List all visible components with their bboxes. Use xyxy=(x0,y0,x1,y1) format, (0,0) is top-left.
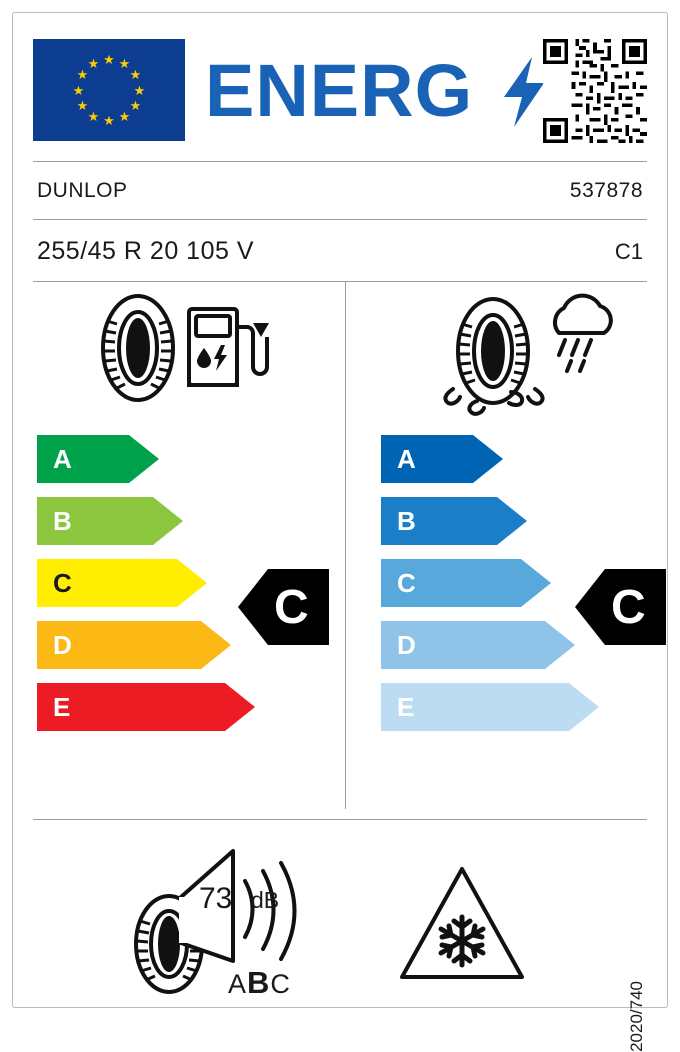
tyre-class: C1 xyxy=(614,239,643,264)
fuel-class-d xyxy=(37,621,231,669)
tyre-energy-label xyxy=(12,12,668,1052)
class-arrow-tip xyxy=(153,497,183,545)
class-arrow-tip xyxy=(129,435,159,483)
wet-class-label: E xyxy=(381,683,569,731)
divider-bottom xyxy=(33,819,647,820)
wet-class-c xyxy=(381,559,551,607)
rating-arrow-tip xyxy=(575,569,605,645)
fuel-class-label: C xyxy=(37,559,177,607)
fuel-drop-icon xyxy=(197,345,227,371)
class-arrow-tip xyxy=(225,683,255,731)
wet-class-a xyxy=(381,435,503,483)
class-arrow-tip xyxy=(569,683,599,731)
class-arrow-tip xyxy=(497,497,527,545)
wet-class-label: A xyxy=(381,435,473,483)
divider-size xyxy=(33,281,647,282)
divider-vertical xyxy=(345,281,346,809)
fuel-class-label: D xyxy=(37,621,201,669)
wet-class-label: C xyxy=(381,559,521,607)
fuel-efficiency-rating xyxy=(238,569,329,645)
noise-class-b: B xyxy=(247,965,271,1000)
class-arrow-tip xyxy=(201,621,231,669)
fuel-rating-value: C xyxy=(268,569,329,645)
tyre-icon xyxy=(103,296,173,400)
wet-grip-pictogram xyxy=(431,293,621,418)
wet-rating-value: C xyxy=(605,569,666,645)
noise-class-scale xyxy=(228,965,291,1001)
wet-class-label: D xyxy=(381,621,545,669)
fuel-class-label: B xyxy=(37,497,153,545)
eu-flag-icon: ★ ★ ★ ★ ★ ★ ★ ★ ★ ★ ★ ★ xyxy=(33,39,185,141)
fuel-pump-icon xyxy=(187,309,269,385)
wet-class-d xyxy=(381,621,575,669)
fuel-class-c xyxy=(37,559,207,607)
fuel-class-a xyxy=(37,435,159,483)
snowflake-icon xyxy=(441,917,483,965)
class-arrow-tip xyxy=(473,435,503,483)
page-title: ENERG xyxy=(205,49,474,132)
noise-value: 73 xyxy=(199,882,233,915)
tyre-size: 255/45 R 20 105 V xyxy=(37,237,254,265)
class-arrow-tip xyxy=(521,559,551,607)
fuel-class-label: E xyxy=(37,683,225,731)
fuel-class-e xyxy=(37,683,255,731)
wet-class-label: B xyxy=(381,497,497,545)
snowflake-mountain-icon xyxy=(397,859,527,989)
noise-class-a: A xyxy=(228,969,248,999)
rain-cloud-icon xyxy=(555,296,611,371)
regulation-date: 2020/740 xyxy=(627,981,646,1052)
fuel-class-label: A xyxy=(37,435,129,483)
noise-class-c: C xyxy=(270,969,291,999)
qr-code-icon xyxy=(543,39,647,143)
lightning-bolt-icon xyxy=(502,57,546,127)
divider-header xyxy=(33,161,647,162)
type-code: 537878 xyxy=(569,179,643,202)
wet-grip-rating xyxy=(575,569,666,645)
fuel-efficiency-pictogram xyxy=(91,293,271,403)
fuel-class-b xyxy=(37,497,183,545)
class-arrow-tip xyxy=(545,621,575,669)
wet-class-e xyxy=(381,683,599,731)
label-header xyxy=(13,13,667,161)
class-arrow-tip xyxy=(177,559,207,607)
divider-brand xyxy=(33,219,647,220)
tyre-splash-icon xyxy=(445,299,542,414)
brand-name: DUNLOP xyxy=(37,179,128,202)
rating-arrow-tip xyxy=(238,569,268,645)
wet-class-b xyxy=(381,497,527,545)
noise-unit: dB xyxy=(251,887,280,913)
